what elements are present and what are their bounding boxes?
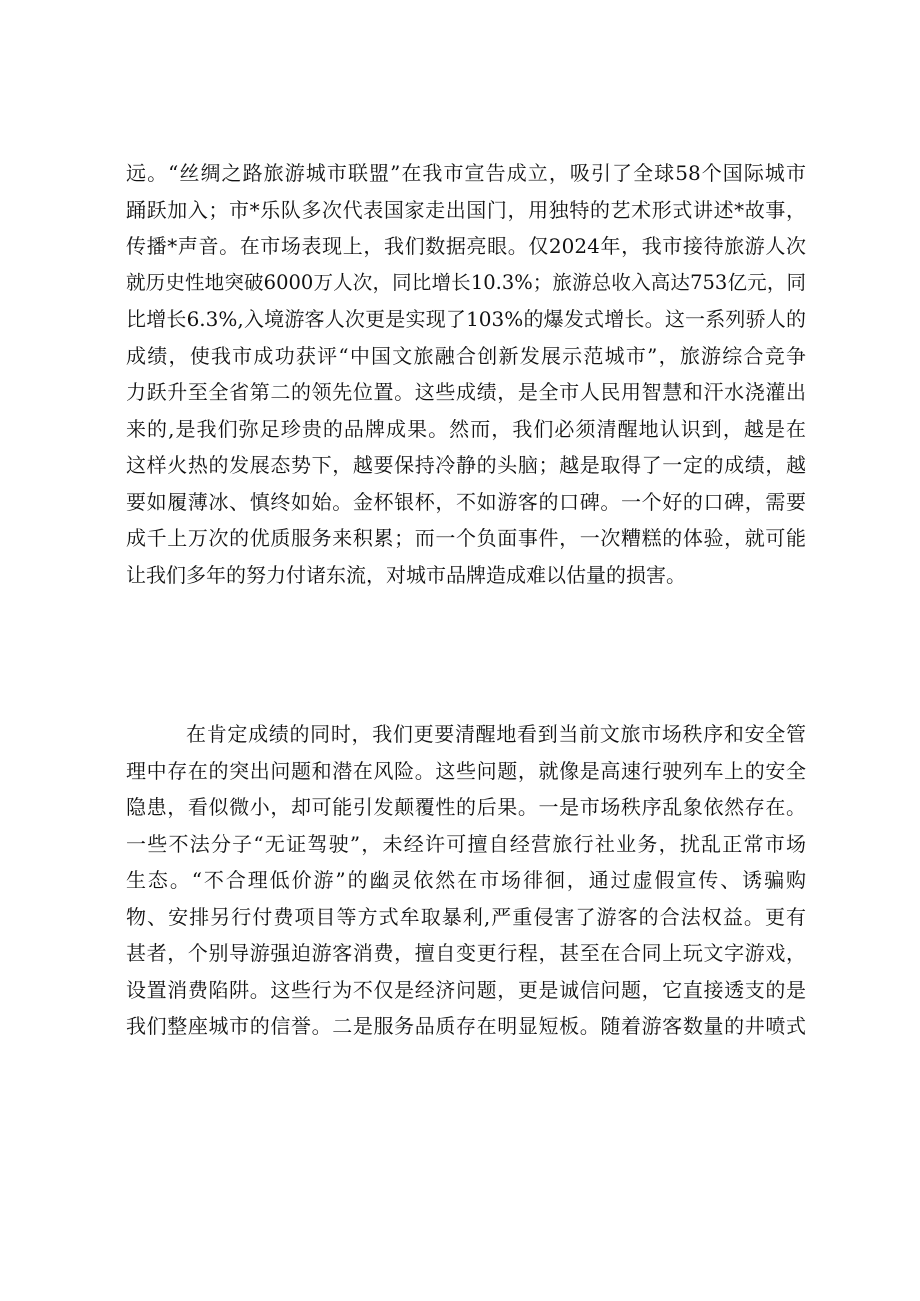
paragraph-line: 成千上万次的优质服务来积累；而一个负面事件，一次糟糕的体验，就可能 bbox=[126, 526, 806, 550]
paragraph-line: 设置消费陷阱。这些行为不仅是经济问题，更是诚信问题，它直接透支的是 bbox=[126, 977, 806, 1002]
paragraph-line: 物、安排另行付费项目等方式牟取暴利,严重侵害了游客的合法权益。更有 bbox=[126, 904, 806, 929]
paragraph-line: 一些不法分子“无证驾驶”，未经许可擅自经营旅行社业务，扰乱正常市场 bbox=[126, 831, 806, 856]
paragraph-line: 就历史性地突破6000万人次，同比增长10.3%；旅游总收入高达753亿元，同 bbox=[126, 270, 806, 294]
paragraph-line: 远。“丝绸之路旅游城市联盟”在我市宣告成立，吸引了全球58个国际城市 bbox=[126, 161, 806, 185]
paragraph-1 bbox=[126, 155, 806, 593]
paragraph-2 bbox=[126, 716, 806, 1045]
paragraph-line: 我们整座城市的信誉。二是服务品质存在明显短板。随着游客数量的井喷式 bbox=[126, 1014, 806, 1038]
paragraph-line: 隐患，看似微小，却可能引发颠覆性的后果。一是市场秩序乱象依然存在。 bbox=[126, 795, 806, 819]
paragraph-line: 理中存在的突出问题和潜在风险。这些问题，就像是高速行驶列车上的安全 bbox=[126, 758, 806, 783]
paragraph-line: 要如履薄冰、慎终如始。金杯银杯，不如游客的口碑。一个好的口碑，需要 bbox=[126, 489, 806, 514]
paragraph-line: 这样火热的发展态势下，越要保持冷静的头脑；越是取得了一定的成绩，越 bbox=[126, 453, 806, 477]
paragraph-line: 甚者，个别导游强迫游客消费，擅自变更行程，甚至在合同上玩文字游戏， bbox=[126, 941, 806, 965]
paragraph-line: 比增长6.3%,入境游客人次更是实现了103%的爆发式增长。这一系列骄人的 bbox=[126, 307, 806, 331]
paragraph-line: 来的,是我们弥足珍贵的品牌成果。然而，我们必须清醒地认识到，越是在 bbox=[126, 416, 806, 441]
paragraph-line: 传播*声音。在市场表现上，我们数据亮眼。仅2024年，我市接待旅游人次 bbox=[126, 234, 806, 258]
paragraph-line: 踊跃加入；市*乐队多次代表国家走出国门，用独特的艺术形式讲述*故事， bbox=[126, 197, 806, 222]
paragraph-line: 力跃升至全省第二的领先位置。这些成绩，是全市人民用智慧和汗水浇灌出 bbox=[126, 380, 806, 404]
paragraph-line: 生态。“不合理低价游”的幽灵依然在市场徘徊，通过虚假宣传、诱骗购 bbox=[126, 868, 806, 892]
paragraph-line: 让我们多年的努力付诸东流，对城市品牌造成难以估量的损害。 bbox=[126, 562, 686, 587]
paragraph-line: 在肯定成绩的同时，我们更要清醒地看到当前文旅市场秩序和安全管 bbox=[186, 722, 806, 746]
paragraph-line: 成绩，使我市成功获评“中国文旅融合创新发展示范城市”，旅游综合竞争 bbox=[126, 343, 806, 368]
